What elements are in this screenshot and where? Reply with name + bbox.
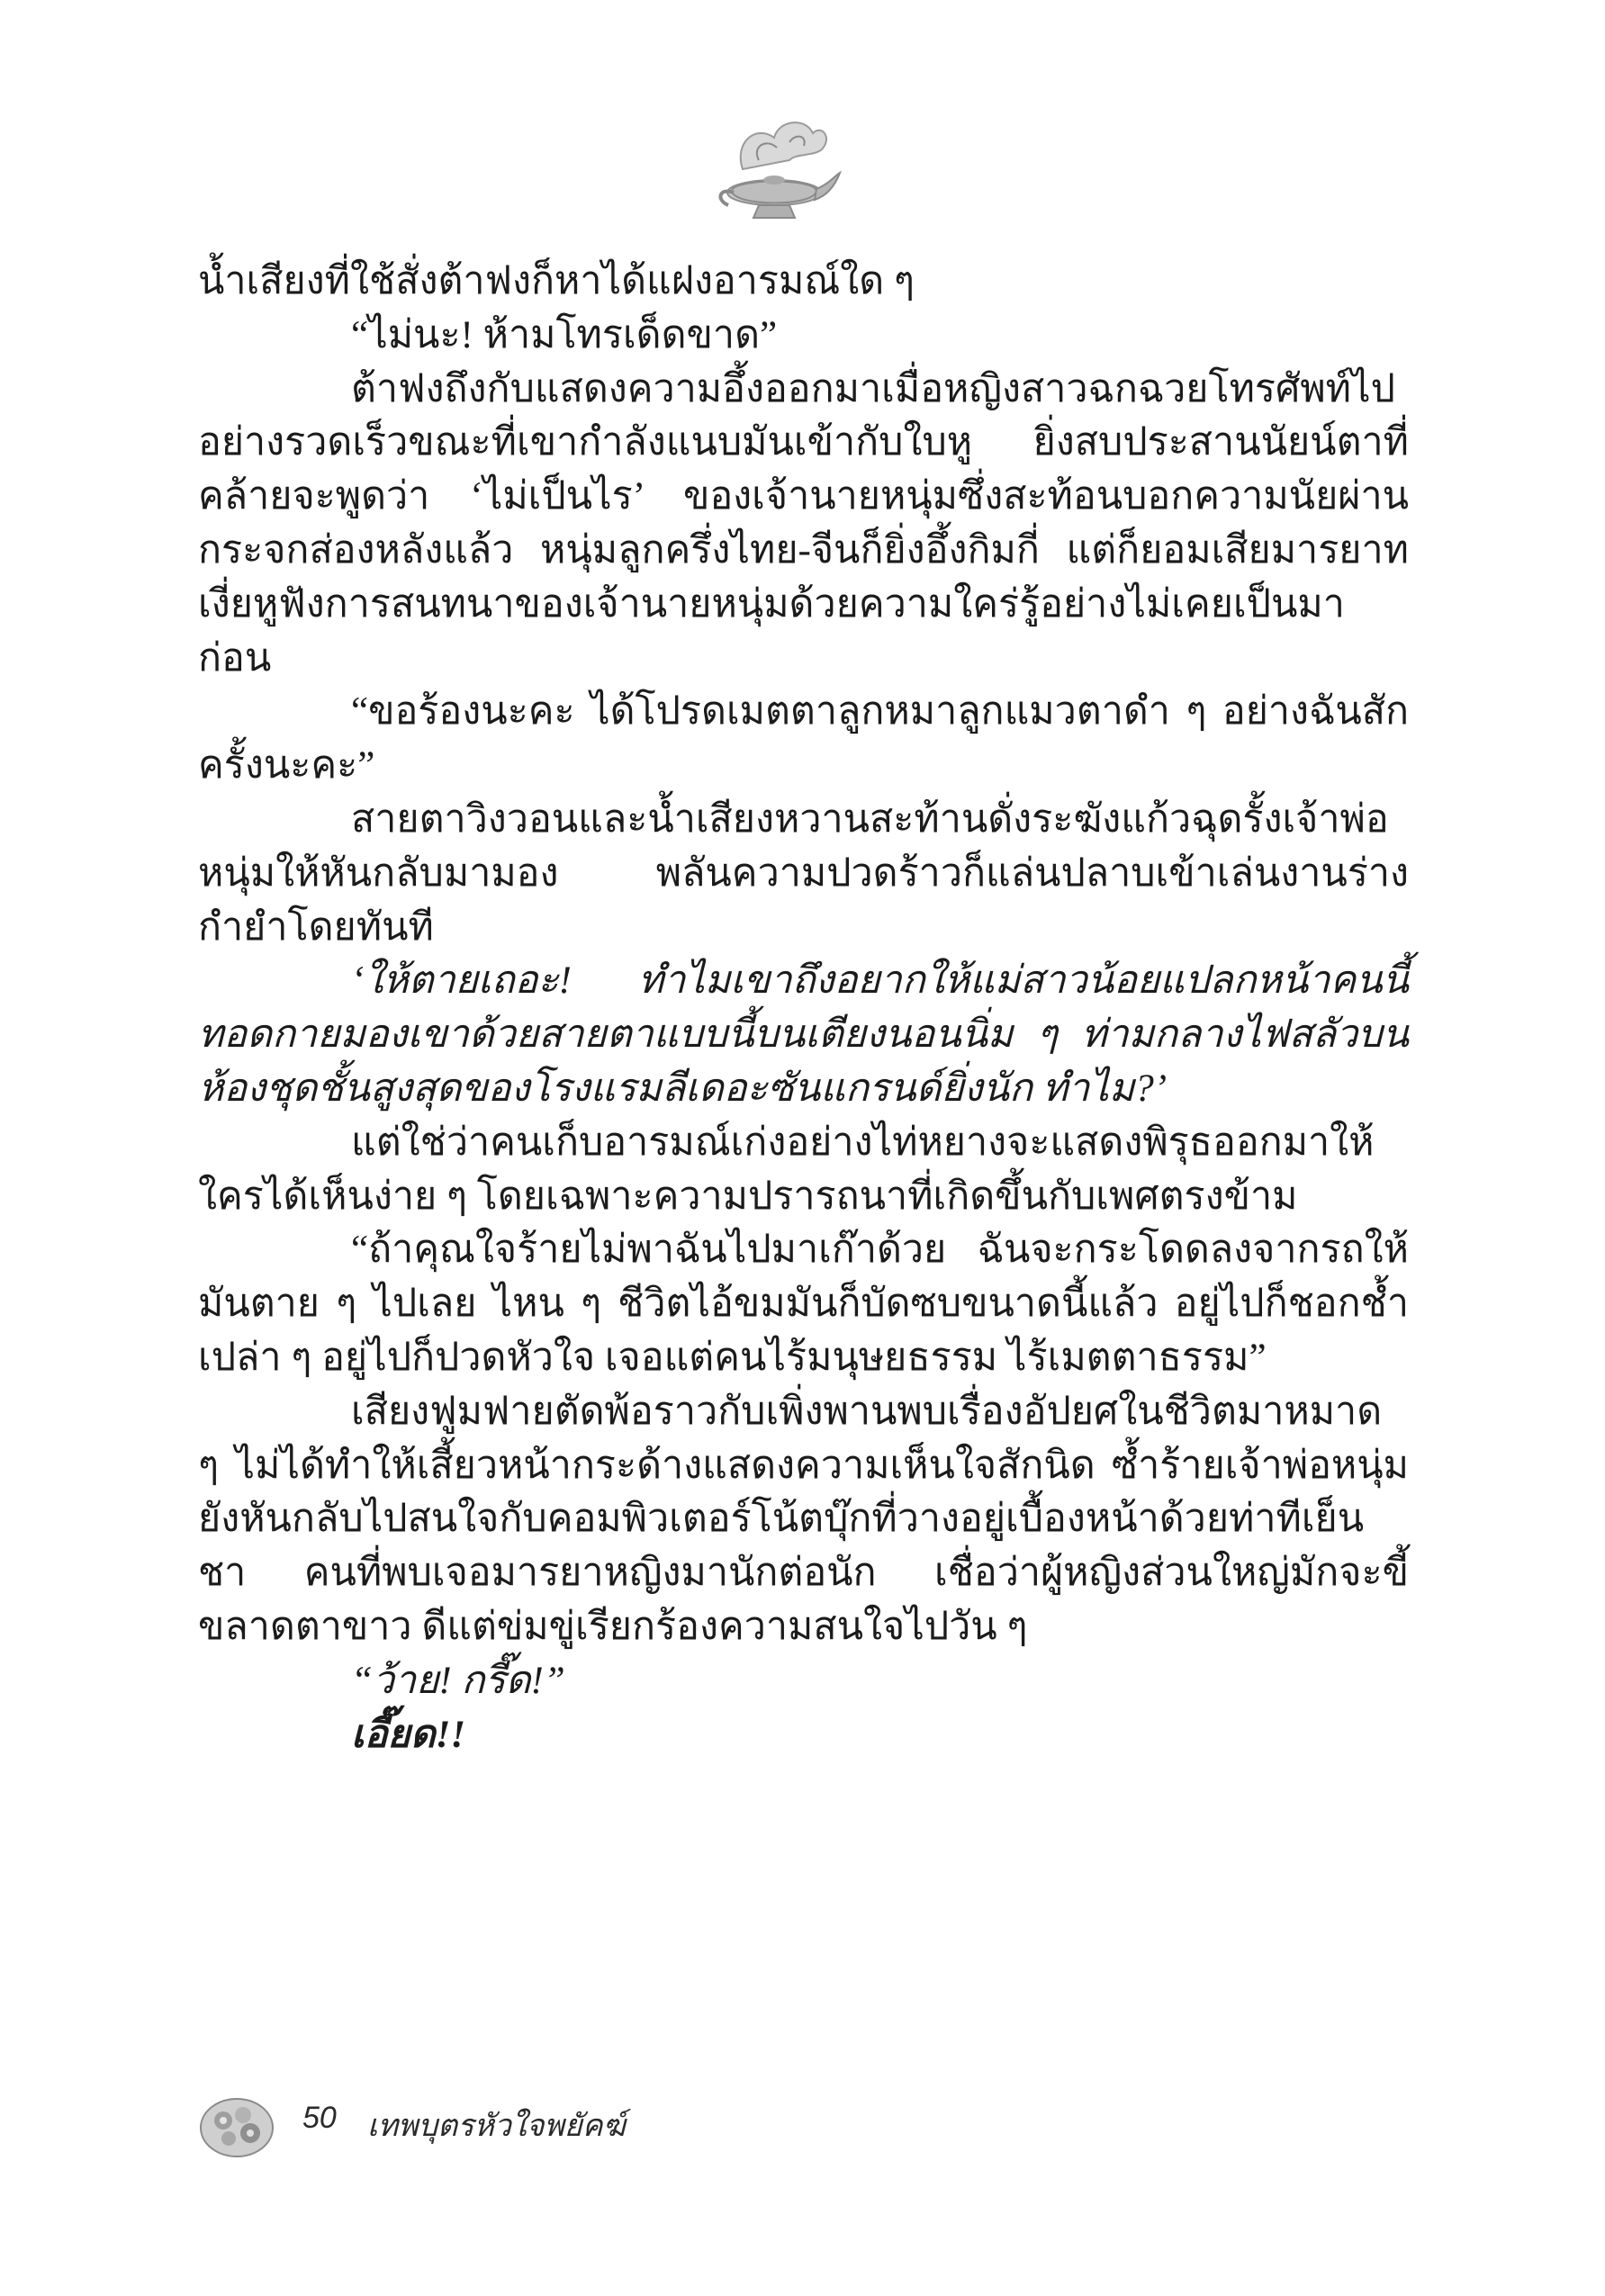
paragraph: สายตาวิงวอนและน้ำเสียงหวานสะท้านดั่งระฆังแก้วฉุดรั้งเจ้าพ่อหนุ่มให้หันกลับมามอง พลันความปวดร้าวก็แล่นปลาบเข้าเล่นงานร่างกำยำโดยทันที [198, 797, 1409, 949]
ornament-icon [196, 2088, 277, 2160]
paragraph: “ถ้าคุณใจร้ายไม่พาฉันไปมาเก๊าด้วย ฉันจะกระโดดลงจากรถให้มันตาย ๆ ไปเลย ไหน ๆ ชีวิตไอ้ขมมันก็บัดซบขนาดนี้แล้ว อยู่ไปก็ชอกช้ำเปล่า ๆ อยู่ไปก็ปวดหัวใจ เจอแต่คนไร้มนุษยธรรม ไร้เมตตาธรรม” [198, 1229, 1409, 1379]
paragraph: ต้าฟงถึงกับแสดงความอึ้งออกมาเมื่อหญิงสาวฉกฉวยโทรศัพท์ไปอย่างรวดเร็วขณะที่เขากำลังแนบมันเข้ากับใบหู ยิ่งสบประสานนัยน์ตาที่คล้ายจะพูดว่า ‘ไม่เป็นไร’ ของเจ้านายหนุ่มซึ่งสะท้อนบอกความนัยผ่านกระจกส่องหลังแล้ว หนุ่มลูกครึ่งไทย-จีนก็ยิ่งอึ้งกิมกี่ แต่ก็ยอมเสียมารยาทเงี่ยหูฟังการสนทนาของเจ้านายหนุ่มด้วยความใคร่รู้อย่างไม่เคยเป็นมาก่อน [198, 367, 1409, 680]
body-text [198, 255, 1409, 1761]
paragraph: น้ำเสียงที่ใช้สั่งต้าฟงก็หาได้แฝงอารมณ์ใด ๆ [198, 260, 915, 302]
paragraph: “ว้าย! กรี๊ด!” [351, 1659, 565, 1702]
genie-lamp-icon [707, 106, 842, 232]
paragraph: “ขอร้องนะคะ ได้โปรดเมตตาลูกหมาลูกแมวตาดำ ๆ อย่างฉันสักครั้งนะคะ” [198, 690, 1409, 788]
paragraph: ‘ให้ตายเถอะ! ทำไมเขาถึงอยากให้แม่สาวน้อยแปลกหน้าคนนี้ทอดกายมองเขาด้วยสายตาแบบนี้บนเตียงนอนนิ่ม ๆ ท่ามกลางไฟสลัวบนห้องชุดชั้นสูงสุดของโรงแรมลีเดอะซันแกรนด์ยิ่งนัก ทำไม?’ [198, 959, 1409, 1110]
paragraph: “ไม่นะ! ห้ามโทรเด็ดขาด” [351, 313, 778, 356]
paragraph: เอี๊ยด!! [351, 1713, 466, 1756]
page-footer [196, 2088, 826, 2160]
book-title: เทพบุตรหัวใจพยัคฆ์ [367, 2109, 626, 2143]
paragraph: เสียงฟูมฟายตัดพ้อราวกับเพิ่งพานพบเรื่องอัปยศในชีวิตมาหมาด ๆ ไม่ได้ทำให้เสี้ยวหน้ากระด้างแสดงความเห็นใจสักนิด ซ้ำร้ายเจ้าพ่อหนุ่มยังหันกลับไปสนใจกับคอมพิวเตอร์โน้ตบุ๊กที่วางอยู่เบื้องหน้าด้วยท่าทีเย็นชา คนที่พบเจอมารยาหญิงมานักต่อนัก เชื่อว่าผู้หญิงส่วนใหญ่มักจะขี้ขลาดตาขาว ดีแต่ข่มขู่เรียกร้องความสนใจไปวัน ๆ [198, 1390, 1409, 1648]
page-number: 50 [302, 2101, 337, 2135]
paragraph: แต่ใช่ว่าคนเก็บอารมณ์เก่งอย่างไท่หยางจะแสดงพิรุธออกมาให้ใครได้เห็นง่าย ๆ โดยเฉพาะความปรารถนาที่เกิดขึ้นกับเพศตรงข้าม [198, 1121, 1375, 1218]
